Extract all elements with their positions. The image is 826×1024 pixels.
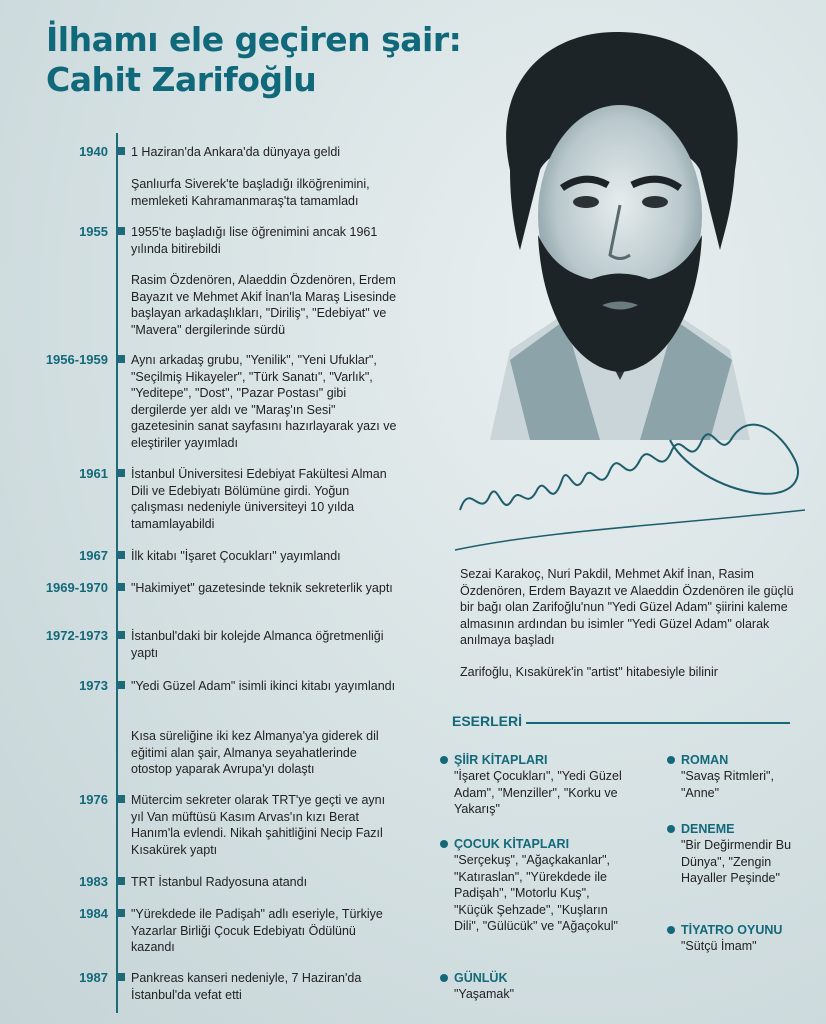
timeline-marker [117, 681, 125, 689]
timeline-year: 1976 [79, 792, 108, 807]
page-title [46, 20, 461, 100]
timeline-year: 1967 [79, 548, 108, 563]
bullet-icon [667, 926, 675, 934]
timeline-text: 1955'te başladığı lise öğrenimini ancak 1961 yılında bitirebildi [131, 225, 378, 256]
timeline-marker [117, 909, 125, 917]
timeline-year: 1940 [79, 144, 108, 159]
timeline-text: Aynı arkadaş grubu, "Yenilik", "Yeni Ufuklar", "Seçilmiş Hikayeler", "Türk Sanatı", "Varlık", "Yeditepe", "Dost", "Pazar Postası" gibi dergilerde yer aldı ve "Maraş'ın Sesi" gazetesinin sanat sayfasını hazırlayarak yazı ve eleştiriler yayımladı [131, 353, 397, 450]
timeline-marker [117, 795, 125, 803]
timeline-text: "Yedi Güzel Adam" isimli ikinci kitabı yayımlandı [131, 679, 396, 693]
works-category-children [440, 836, 630, 935]
timeline-year: 1984 [79, 906, 108, 921]
timeline-text: 1 Haziran'da Ankara'da dünyaya geldi [131, 145, 341, 159]
timeline-text: TRT İstanbul Radyosuna atandı [131, 875, 308, 889]
timeline-text: Şanlıurfa Siverek'te başladığı ilköğrenimini, memleketi Kahramanmaraş'ta tamamladı [131, 177, 370, 208]
timeline-text: İstanbul Üniversitesi Edebiyat Fakültesi Alman Dili ve Edebiyatı Bölümüne girdi. Yoğun çalışması nedeniyle üniversiteyi 10 yılda tamamlayabildi [131, 467, 387, 531]
title-line-1: İlhamı ele geçiren şair: [46, 20, 462, 59]
timeline-marker [117, 631, 125, 639]
title-line-2: Cahit Zarifoğlu [46, 60, 317, 99]
timeline-year: 1973 [79, 678, 108, 693]
bullet-icon [667, 825, 675, 833]
category-items: "Savaş Ritmleri", "Anne" [681, 769, 774, 800]
works-category-diary [440, 970, 630, 1003]
bullet-icon [440, 840, 448, 848]
timeline-marker [117, 469, 125, 477]
timeline-text: Rasim Özdenören, Alaeddin Özdenören, Erdem Bayazıt ve Mehmet Akif İnan'la Maraş Lisesinde başlayan arkadaşlıkları, "Diriliş", "Edebiyat" ve "Mavera" dergilerinde sürdü [131, 273, 397, 337]
timeline-text: İstanbul'daki bir kolejde Almanca öğretmenliği yaptı [131, 629, 384, 660]
timeline-year: 1983 [79, 874, 108, 889]
timeline-year: 1969-1970 [45, 580, 108, 595]
quote-paragraph-1: Sezai Karakoç, Nuri Pakdil, Mehmet Akif İnan, Rasim Özdenören, Erdem Bayazıt ve Alaeddin Özdenören ile güçlü bir bağı olan Zarifoğlu'nun "Yedi Güzel Adam" şiirini kaleme almasının ardından bu isimler "Yedi Güzel Adam" olarak anılmaya başladı [460, 567, 794, 647]
timeline-year: 1961 [79, 466, 108, 481]
timeline-marker [117, 355, 125, 363]
timeline-text: İlk kitabı "İşaret Çocukları" yayımlandı [131, 549, 341, 563]
timeline-marker [117, 227, 125, 235]
category-items: "Sütçü İmam" [681, 939, 757, 953]
bullet-icon [440, 756, 448, 764]
works-category-essay [667, 821, 797, 887]
timeline-marker [117, 583, 125, 591]
category-items: "Yaşamak" [454, 987, 515, 1001]
category-items: "Serçekuş", "Ağaçkakanlar", "Katıraslan", "Yürekdede ile Padişah", "Motorlu Kuş", "Küçük Şehzade", "Kuşların Dili", "Gülücük" ve "Ağaçokul" [454, 853, 618, 933]
category-title: ÇOCUK KİTAPLARI [454, 837, 570, 851]
category-title: ROMAN [681, 753, 729, 767]
works-category-novel [667, 752, 797, 801]
timeline-year: 1972-1973 [45, 628, 108, 643]
works-category-poetry [440, 752, 630, 818]
timeline-year: 1955 [79, 224, 108, 239]
quote-paragraph-2: Zarifoğlu, Kısakürek'in "artist" hitabesiyle bilinir [460, 665, 718, 679]
category-title: TİYATRO OYUNU [681, 923, 783, 937]
category-items: "Bir Değirmendir Bu Dünya", "Zengin Hayaller Peşinde" [681, 838, 792, 885]
timeline-year: 1987 [79, 970, 108, 985]
timeline-marker [117, 147, 125, 155]
category-title: GÜNLÜK [454, 971, 508, 985]
timeline-marker [117, 877, 125, 885]
portrait-image [470, 20, 770, 440]
works-heading-rule [526, 722, 790, 724]
timeline-marker [117, 551, 125, 559]
category-items: "İşaret Çocukları", "Yedi Güzel Adam", "Menziller", "Korku ve Yakarış" [454, 769, 622, 816]
works-heading: ESERLERİ [452, 713, 523, 729]
timeline-text: "Yürekdede ile Padişah" adlı eseriyle, Türkiye Yazarlar Birliği Çocuk Edebiyatı Ödülünü kazandı [131, 907, 383, 954]
bullet-icon [667, 756, 675, 764]
timeline-marker [117, 973, 125, 981]
timeline-year: 1956-1959 [45, 352, 108, 367]
signature-image [450, 400, 810, 560]
bullet-icon [440, 974, 448, 982]
works-category-theatre [667, 922, 817, 955]
category-title: ŞİİR KİTAPLARI [454, 753, 548, 767]
timeline-text: Pankreas kanseri nedeniyle, 7 Haziran'da İstanbul'da vefat etti [131, 971, 362, 1002]
timeline-text: Kısa süreliğine iki kez Almanya'ya giderek dil eğitimi alan şair, Almanya seyahatlerinde otostop yaparak Avrupa'yı dolaştı [131, 729, 379, 776]
category-title: DENEME [681, 822, 735, 836]
timeline-text: "Hakimiyet" gazetesinde teknik sekreterlik yaptı [131, 581, 393, 595]
timeline-text: Mütercim sekreter olarak TRT'ye geçti ve aynı yıl Van müftüsü Kasım Arvas'ın kızı Berat Hanım'la evlendi. Nikah şahitliğini Necip Fazıl Kısakürek yaptı [131, 793, 386, 857]
